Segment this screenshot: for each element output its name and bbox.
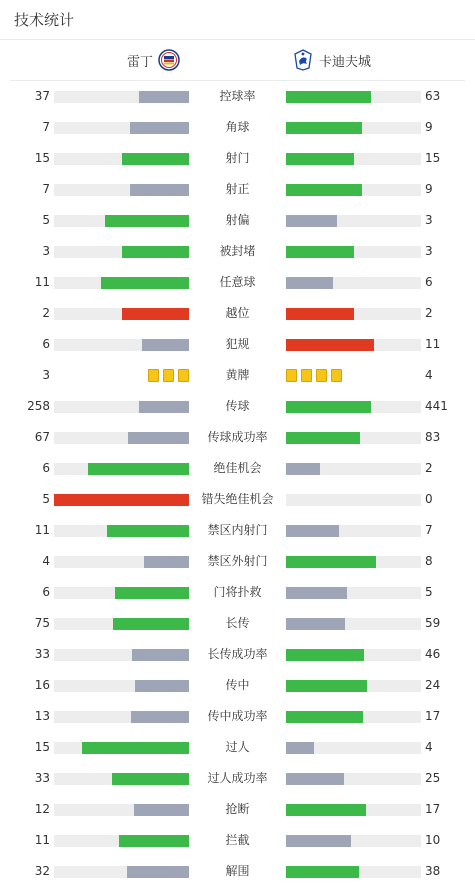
stat-row (0, 577, 475, 608)
home-bar-fill (139, 91, 189, 103)
home-bar-fill (105, 215, 189, 227)
home-bar-track (54, 618, 189, 630)
home-bar-fill (82, 742, 189, 754)
home-value: 3 (42, 368, 50, 382)
home-bar-track (54, 525, 189, 537)
home-bar-track (54, 122, 189, 134)
away-bar-track (286, 773, 421, 785)
stat-row (0, 329, 475, 360)
away-bar-fill (286, 835, 351, 847)
home-bar-fill (142, 339, 189, 351)
away-value: 15 (425, 151, 441, 165)
home-bar-fill (132, 649, 189, 661)
away-value: 3 (425, 244, 433, 258)
away-bar-fill (286, 587, 347, 599)
home-bar-fill (144, 556, 189, 568)
home-bar-fill (107, 525, 189, 537)
home-bar-track (54, 277, 189, 289)
away-bar-fill (286, 277, 333, 289)
away-bar-track (286, 339, 421, 351)
home-bar-track (54, 742, 189, 754)
home-value: 3 (42, 244, 50, 258)
stat-label: 越位 (225, 306, 250, 320)
home-yellow-cards (148, 369, 189, 382)
away-bar-fill (286, 246, 354, 258)
home-bar-fill (88, 463, 189, 475)
away-bar-track (286, 556, 421, 568)
away-bar-fill (286, 463, 320, 475)
away-bar-fill (286, 91, 371, 103)
away-value: 25 (425, 771, 441, 785)
stat-label: 禁区内射门 (207, 523, 268, 537)
away-team-name: 卡迪夫城 (319, 54, 372, 70)
stat-label: 被封堵 (219, 244, 256, 258)
home-bar-fill (130, 122, 189, 134)
stat-label: 过人 (225, 740, 250, 754)
cardiff-crest-icon (292, 49, 314, 71)
home-bar-track (54, 432, 189, 444)
stat-label: 传中 (225, 678, 250, 692)
home-bar-fill (101, 277, 189, 289)
stat-row (0, 205, 475, 236)
stat-row (0, 515, 475, 546)
home-value: 11 (34, 833, 50, 847)
home-bar-track (54, 680, 189, 692)
home-bar-fill (119, 835, 189, 847)
stat-row (0, 143, 475, 174)
away-bar-track (286, 184, 421, 196)
stat-label: 抢断 (225, 802, 250, 816)
away-bar-fill (286, 618, 345, 630)
stat-row (0, 825, 475, 856)
away-value: 83 (425, 430, 441, 444)
home-value: 11 (34, 275, 50, 289)
section-title: 技术统计 (14, 11, 75, 29)
away-bar-track (286, 494, 421, 506)
home-value: 15 (34, 151, 50, 165)
home-bar-fill (127, 866, 189, 878)
home-bar-track (54, 835, 189, 847)
stat-row (0, 422, 475, 453)
away-bar-fill (286, 773, 344, 785)
home-value: 5 (42, 492, 50, 506)
stat-row (0, 174, 475, 205)
home-value: 4 (42, 554, 50, 568)
stat-label: 过人成功率 (207, 771, 268, 785)
yellow-card-icon (148, 369, 159, 382)
stat-label: 犯规 (225, 337, 250, 351)
home-bar-track (54, 184, 189, 196)
home-bar-track (54, 91, 189, 103)
home-value: 7 (42, 120, 50, 134)
home-bar-fill (115, 587, 189, 599)
home-value: 12 (34, 802, 50, 816)
home-bar-track (54, 246, 189, 258)
home-bar-track (54, 866, 189, 878)
stat-row (0, 608, 475, 639)
away-bar-track (286, 618, 421, 630)
home-bar-track (54, 215, 189, 227)
stat-label: 错失绝佳机会 (201, 492, 274, 506)
home-value: 6 (42, 337, 50, 351)
away-value: 0 (425, 492, 433, 506)
stat-row (0, 763, 475, 794)
home-value: 15 (34, 740, 50, 754)
yellow-card-icon (316, 369, 327, 382)
home-value: 11 (34, 523, 50, 537)
home-bar-track (54, 587, 189, 599)
stat-label: 拦截 (225, 833, 250, 847)
home-bar-track (54, 494, 189, 506)
away-value: 38 (425, 864, 441, 878)
stat-label: 解围 (225, 864, 250, 878)
away-value: 63 (425, 89, 441, 103)
stat-row (0, 701, 475, 732)
away-value: 9 (425, 120, 433, 134)
stat-label: 射门 (225, 151, 250, 165)
away-value: 9 (425, 182, 433, 196)
home-value: 67 (34, 430, 50, 444)
home-bar-track (54, 339, 189, 351)
away-bar-fill (286, 122, 362, 134)
home-value: 6 (42, 585, 50, 599)
stat-row (0, 639, 475, 670)
stats-list (0, 81, 475, 887)
home-bar-fill (112, 773, 189, 785)
away-bar-fill (286, 866, 359, 878)
home-value: 75 (34, 616, 50, 630)
home-bar-fill (139, 401, 189, 413)
stat-label: 射正 (225, 182, 250, 196)
home-value: 33 (34, 647, 50, 661)
away-bar-track (286, 587, 421, 599)
away-value: 4 (425, 368, 433, 382)
stat-label: 射偏 (225, 213, 250, 227)
home-bar-track (54, 773, 189, 785)
stat-label: 角球 (225, 120, 250, 134)
away-bar-track (286, 525, 421, 537)
home-bar-track (54, 556, 189, 568)
stat-row (0, 856, 475, 887)
away-bar-track (286, 277, 421, 289)
home-bar-track (54, 804, 189, 816)
home-bar-fill (122, 153, 190, 165)
away-bar-track (286, 866, 421, 878)
away-bar-track (286, 742, 421, 754)
away-bar-fill (286, 308, 354, 320)
home-bar-fill (128, 432, 189, 444)
home-bar-fill (113, 618, 189, 630)
away-bar-track (286, 246, 421, 258)
stat-row (0, 81, 475, 112)
home-value: 258 (27, 399, 50, 413)
stat-label: 黄牌 (225, 368, 250, 382)
away-bar-fill (286, 153, 354, 165)
away-value: 59 (425, 616, 441, 630)
home-bar-track (54, 649, 189, 661)
away-value: 6 (425, 275, 433, 289)
home-value: 33 (34, 771, 50, 785)
home-value: 7 (42, 182, 50, 196)
stat-row (0, 794, 475, 825)
stat-row (0, 112, 475, 143)
away-yellow-cards (286, 369, 342, 382)
away-bar-fill (286, 525, 339, 537)
home-bar-track (54, 711, 189, 723)
stat-label: 传中成功率 (207, 709, 268, 723)
stat-row (0, 546, 475, 577)
teams-row (10, 40, 465, 81)
yellow-card-icon (301, 369, 312, 382)
away-value: 17 (425, 802, 441, 816)
stat-row (0, 453, 475, 484)
home-team-name: 雷丁 (126, 54, 153, 70)
away-bar-fill (286, 184, 362, 196)
away-bar-fill (286, 556, 376, 568)
stat-row (0, 391, 475, 422)
stat-label: 传球 (225, 399, 250, 413)
home-bar-fill (54, 494, 189, 506)
away-value: 2 (425, 306, 433, 320)
home-bar-fill (122, 246, 190, 258)
stat-label: 控球率 (219, 89, 256, 103)
away-bar-track (286, 401, 421, 413)
away-value: 46 (425, 647, 441, 661)
away-value: 2 (425, 461, 433, 475)
stat-label: 长传成功率 (207, 647, 268, 661)
away-bar-fill (286, 432, 360, 444)
home-bar-fill (135, 680, 189, 692)
home-bar-track (54, 153, 189, 165)
away-value: 4 (425, 740, 433, 754)
stat-label: 长传 (225, 616, 250, 630)
home-value: 16 (34, 678, 50, 692)
away-bar-track (286, 122, 421, 134)
home-value: 13 (34, 709, 50, 723)
away-bar-fill (286, 649, 364, 661)
away-bar-track (286, 804, 421, 816)
yellow-card-icon (163, 369, 174, 382)
away-value: 24 (425, 678, 441, 692)
away-bar-track (286, 463, 421, 475)
home-value: 6 (42, 461, 50, 475)
home-value: 5 (42, 213, 50, 227)
away-bar-fill (286, 215, 337, 227)
stat-label: 任意球 (219, 275, 256, 289)
yellow-card-icon (178, 369, 189, 382)
away-bar-fill (286, 742, 314, 754)
away-bar-fill (286, 339, 374, 351)
away-bar-track (286, 680, 421, 692)
stat-label: 传球成功率 (207, 430, 268, 444)
stat-label: 禁区外射门 (207, 554, 268, 568)
home-value: 37 (34, 89, 50, 103)
away-value: 7 (425, 523, 433, 537)
home-bar-track (54, 308, 189, 320)
away-bar-track (286, 711, 421, 723)
away-bar-track (286, 215, 421, 227)
home-bar-fill (130, 184, 189, 196)
yellow-card-icon (286, 369, 297, 382)
section-header (0, 0, 475, 40)
home-bar-track (54, 463, 189, 475)
stat-label: 门将扑救 (213, 585, 262, 599)
away-bar-fill (286, 680, 367, 692)
away-value: 8 (425, 554, 433, 568)
home-bar-fill (122, 308, 190, 320)
away-value: 17 (425, 709, 441, 723)
home-value: 32 (34, 864, 50, 878)
stat-row (0, 670, 475, 701)
away-value: 441 (425, 399, 448, 413)
away-value: 10 (425, 833, 441, 847)
away-team[interactable] (292, 40, 376, 80)
stat-row (0, 484, 475, 515)
away-bar-track (286, 91, 421, 103)
stat-row (0, 360, 475, 391)
away-value: 5 (425, 585, 433, 599)
stat-row (0, 732, 475, 763)
home-value: 2 (42, 306, 50, 320)
home-bar-fill (134, 804, 189, 816)
away-value: 11 (425, 337, 441, 351)
away-bar-fill (286, 804, 366, 816)
stat-label: 绝佳机会 (213, 461, 262, 475)
stat-row (0, 267, 475, 298)
away-bar-fill (286, 711, 363, 723)
away-bar-track (286, 308, 421, 320)
away-bar-track (286, 649, 421, 661)
home-bar-fill (131, 711, 189, 723)
away-bar-track (286, 432, 421, 444)
away-bar-track (286, 835, 421, 847)
stat-row (0, 298, 475, 329)
away-bar-track (286, 153, 421, 165)
home-team[interactable] (122, 40, 180, 80)
reading-crest-icon (158, 49, 180, 71)
yellow-card-icon (331, 369, 342, 382)
away-value: 3 (425, 213, 433, 227)
stat-row (0, 236, 475, 267)
away-bar-fill (286, 401, 371, 413)
home-bar-track (54, 401, 189, 413)
